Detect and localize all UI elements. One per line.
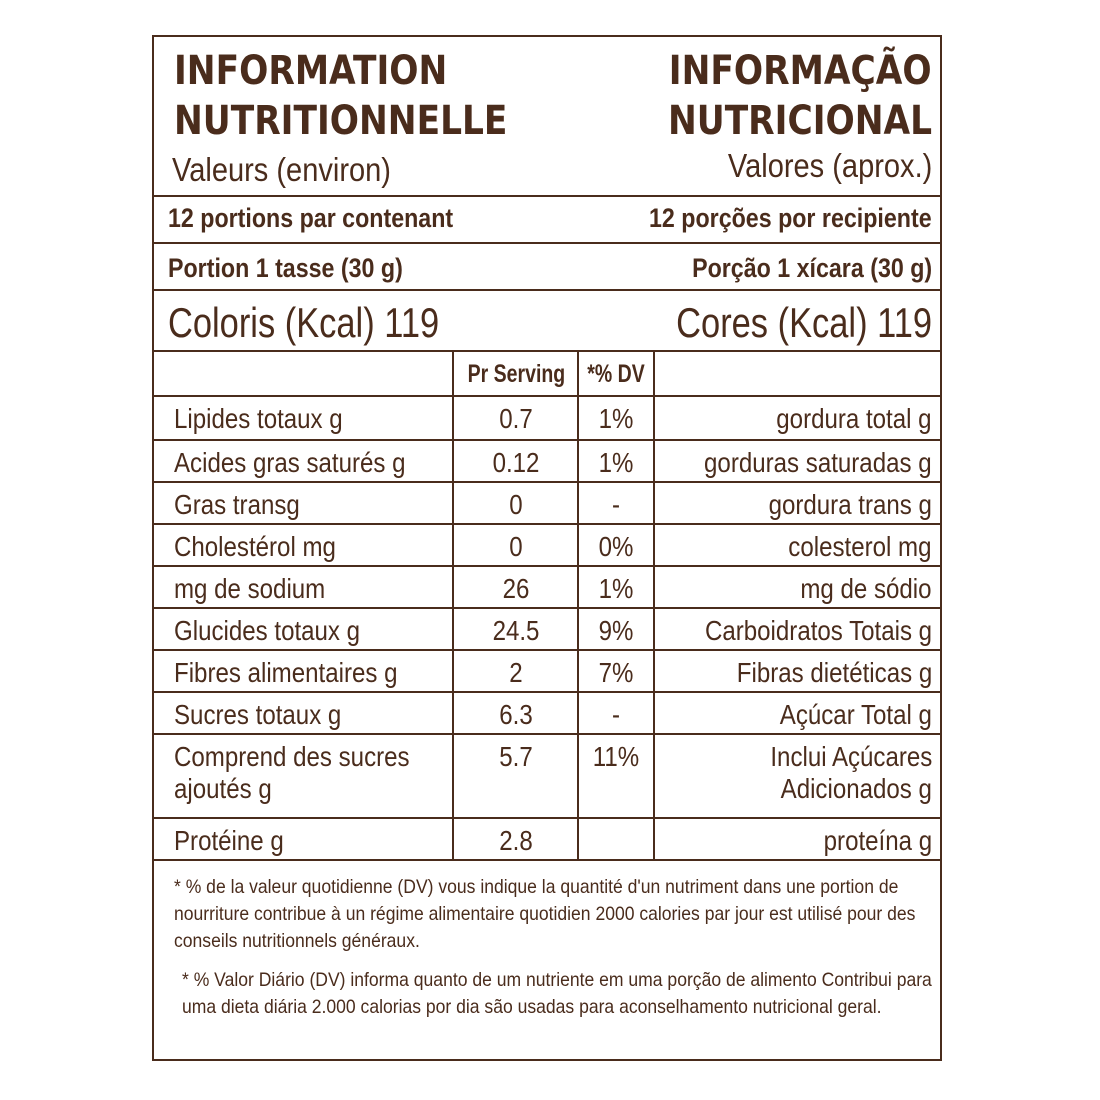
per-serving-value: 26 xyxy=(502,573,530,604)
pt-nutrient-name: gordura total g xyxy=(776,403,932,434)
per-serving-value: 0 xyxy=(509,531,523,562)
fr-servings-per-container: 12 portions par contenant xyxy=(168,203,454,233)
fr-nutrient-name-line-2: ajoutés g xyxy=(174,773,272,804)
pt-calories: Cores (Kcal) 119 xyxy=(676,299,932,346)
pt-nutrient-name: gordura trans g xyxy=(768,489,932,520)
row-divider xyxy=(154,607,940,609)
daily-value-percent: 0% xyxy=(598,531,634,562)
pt-nutrient-name: Fibras dietéticas g xyxy=(736,657,932,688)
pt-portion-size: Porção 1 xícara (30 g) xyxy=(691,253,932,283)
fr-title-line-2: NUTRITIONNELLE xyxy=(174,98,508,144)
row-divider xyxy=(154,481,940,483)
column-header-daily-value: *% DV xyxy=(587,360,645,388)
row-divider xyxy=(154,649,940,651)
column-divider xyxy=(452,350,454,859)
row-divider xyxy=(154,817,940,819)
column-divider xyxy=(653,350,655,859)
pt-nutrient-name: Inclui Açúcares xyxy=(770,741,932,772)
daily-value-percent: 1% xyxy=(598,403,634,434)
row-divider xyxy=(154,523,940,525)
row-divider xyxy=(154,733,940,735)
fr-footnote: * % de la valeur quotidienne (DV) vous indique la quantité d'un nutriment dans une portion de nourriture contribue à un régime alimentaire quotidien 2000 calories par jour est utilisé pour des conseils nutritionnels généraux. xyxy=(174,876,916,952)
fr-nutrient-name: Gras transg xyxy=(174,489,300,520)
divider xyxy=(154,350,940,352)
daily-value-percent: - xyxy=(611,489,621,520)
column-header-per-serving: Pr Serving xyxy=(467,360,566,388)
per-serving-value: 2 xyxy=(509,657,523,688)
row-divider xyxy=(154,691,940,693)
fr-subtitle: Valeurs (environ) xyxy=(172,151,391,188)
fr-nutrient-name: Sucres totaux g xyxy=(174,699,342,730)
fr-calories: Coloris (Kcal) 119 xyxy=(168,299,440,346)
daily-value-percent: 1% xyxy=(598,573,634,604)
row-divider xyxy=(154,565,940,567)
daily-value-percent: 1% xyxy=(598,447,634,478)
pt-nutrient-name-line-2: Adicionados g xyxy=(780,773,932,804)
fr-portion-size: Portion 1 tasse (30 g) xyxy=(168,253,403,283)
divider xyxy=(154,859,940,861)
fr-nutrient-name: Protéine g xyxy=(174,825,284,856)
fr-title-line-1: INFORMATION xyxy=(174,48,448,94)
pt-nutrient-name: mg de sódio xyxy=(800,573,932,604)
per-serving-value: 2.8 xyxy=(499,825,533,856)
divider xyxy=(154,242,940,244)
daily-value-percent: - xyxy=(611,699,621,730)
pt-nutrient-name: colesterol mg xyxy=(788,531,932,562)
fr-nutrient-name: Comprend des sucres xyxy=(174,741,410,772)
pt-title-line-2: NUTRICIONAL xyxy=(667,98,932,144)
pt-servings-per-container: 12 porções por recipiente xyxy=(649,203,932,233)
daily-value-percent: 11% xyxy=(592,741,640,772)
pt-nutrient-name: gorduras saturadas g xyxy=(704,447,932,478)
per-serving-value: 6.3 xyxy=(499,699,533,730)
pt-nutrient-name: proteína g xyxy=(823,825,932,856)
nutrition-facts-panel xyxy=(152,35,942,1061)
per-serving-value: 0 xyxy=(509,489,523,520)
daily-value-percent: 9% xyxy=(598,615,634,646)
fr-nutrient-name: Acides gras saturés g xyxy=(174,447,406,478)
per-serving-value: 0.7 xyxy=(499,403,533,434)
pt-nutrient-name: Carboidratos Totais g xyxy=(704,615,932,646)
per-serving-value: 24.5 xyxy=(492,615,540,646)
fr-nutrient-name: Fibres alimentaires g xyxy=(174,657,398,688)
fr-nutrient-name: mg de sodium xyxy=(174,573,326,604)
fr-nutrient-name: Lipides totaux g xyxy=(174,403,343,434)
pt-nutrient-name: Açúcar Total g xyxy=(779,699,932,730)
row-divider xyxy=(154,439,940,441)
per-serving-value: 5.7 xyxy=(499,741,533,772)
divider xyxy=(154,395,940,397)
divider xyxy=(154,195,940,197)
daily-value-percent: 7% xyxy=(598,657,634,688)
fr-nutrient-name: Glucides totaux g xyxy=(174,615,361,646)
pt-subtitle: Valores (aprox.) xyxy=(727,147,932,184)
per-serving-value: 0.12 xyxy=(492,447,540,478)
pt-title-line-1: INFORMAÇÃO xyxy=(669,48,932,94)
pt-footnote: * % Valor Diário (DV) informa quanto de um nutriente em uma porção de alimento Contribui para uma dieta diária 2.000 calorias por dia são usadas para aconselhamento nutricional geral. xyxy=(182,969,932,1018)
column-divider xyxy=(577,350,579,859)
fr-nutrient-name: Cholestérol mg xyxy=(174,531,336,562)
divider xyxy=(154,289,940,291)
